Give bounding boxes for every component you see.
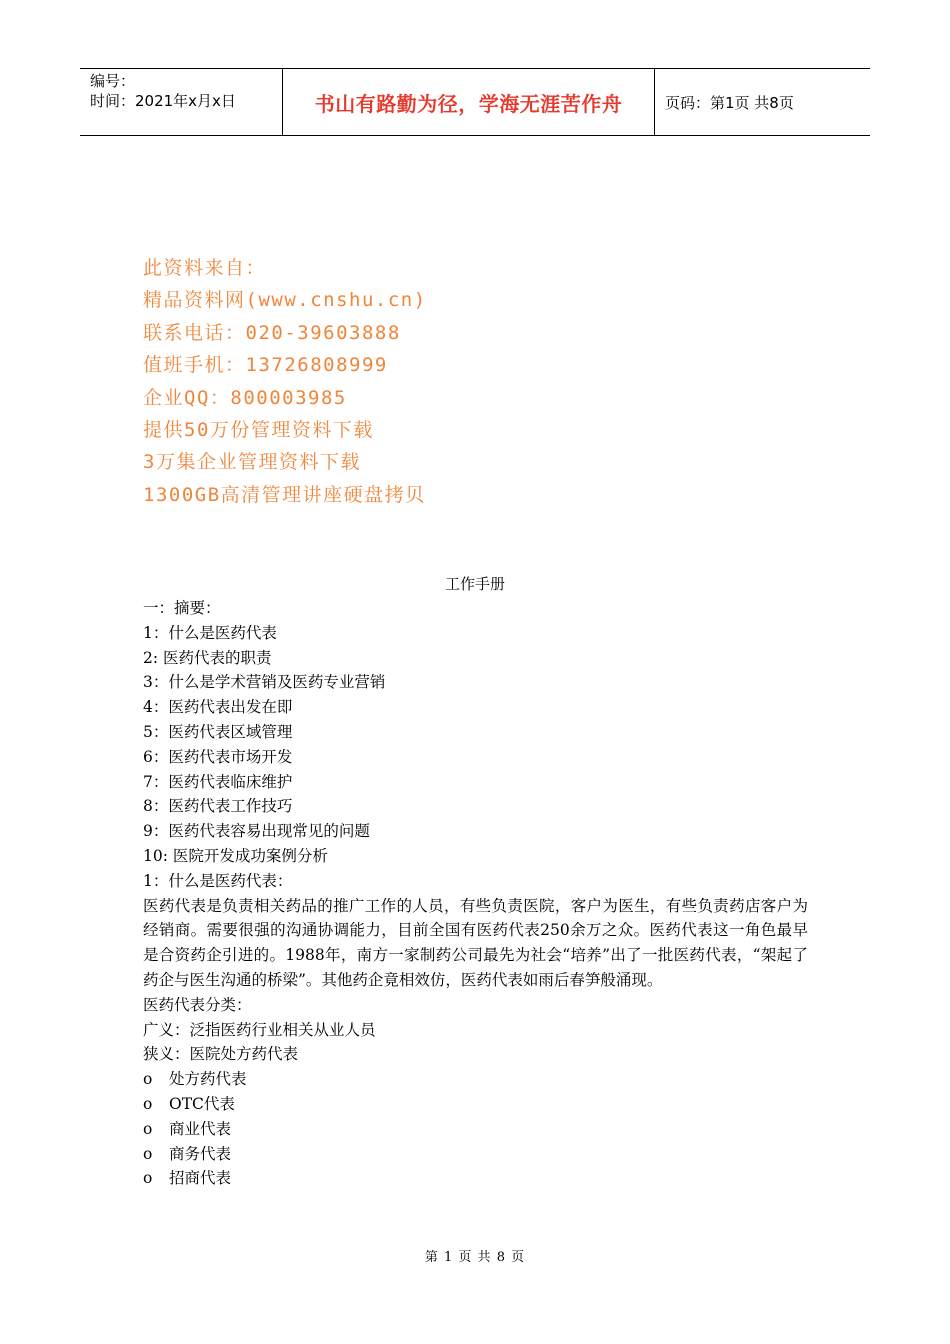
list-item xyxy=(143,1067,808,1092)
time-label: 时间：2021年x月x日 xyxy=(90,92,236,110)
ad-line: 联系电话：020-39603888 xyxy=(143,321,401,344)
toc-heading: 一：摘要： xyxy=(143,599,221,617)
list-item xyxy=(143,1166,808,1191)
document-body xyxy=(143,596,808,1191)
list-item xyxy=(143,1142,808,1167)
ad-line: 此资料来自： xyxy=(143,257,267,279)
classification-heading: 医药代表分类： xyxy=(143,995,252,1014)
bullet-mark: o xyxy=(143,1094,153,1113)
bullet-text: 商业代表 xyxy=(169,1119,232,1138)
motto: 书山有路勤为径，学海无涯苦作舟 xyxy=(314,91,623,116)
bullet-mark: o xyxy=(143,1144,153,1163)
toc-item: 10: 医院开发成功案例分析 xyxy=(143,846,328,865)
toc-item: 3：什么是学术营销及医药专业营销 xyxy=(143,673,386,692)
ad-line: 1300GB高清管理讲座硬盘拷贝 xyxy=(143,483,426,506)
page-label: 页码：第1页 共8页 xyxy=(665,93,794,112)
section-paragraph: 医药代表是负责相关药品的推广工作的人员，有些负责医院，客户为医生，有些负责药店客户为经销商。需要很强的沟通协调能力，目前全国有医药代表250余万之众。医药代表这一角色最早是合资药企引进的。1988年，南方一家制药公司最先为社会“培养”出了一批医药代表，“架起了药企与医生沟通的桥梁”。其他药企竟相效仿，医药代表如雨后春笋般涌现。 xyxy=(143,896,808,989)
section-heading: 1：什么是医药代表： xyxy=(143,871,293,890)
document-title: 工作手册 xyxy=(444,575,505,593)
bullet-mark: o xyxy=(143,1070,153,1089)
toc-item: 1：什么是医药代表 xyxy=(143,623,277,642)
toc-item: 5：医药代表区域管理 xyxy=(143,722,293,741)
ad-line: 值班手机：13726808999 xyxy=(143,354,388,377)
list-item xyxy=(143,1092,808,1117)
bullet-mark: o xyxy=(143,1169,153,1188)
ad-line: 提供50万份管理资料下载 xyxy=(143,419,374,442)
list-item xyxy=(143,1117,808,1142)
narrow-definition: 狭义：医院处方药代表 xyxy=(143,1045,299,1064)
bullet-text: OTC代表 xyxy=(169,1094,235,1113)
ad-line: 3万集企业管理资料下载 xyxy=(143,451,361,474)
ad-line: 企业QQ：800003985 xyxy=(143,386,347,409)
bullet-text: 商务代表 xyxy=(169,1144,232,1163)
toc-item: 9：医药代表容易出现常见的问题 xyxy=(143,822,370,841)
bullet-text: 处方药代表 xyxy=(169,1070,247,1089)
header-motto-cell xyxy=(282,69,655,135)
ad-line: 精品资料网(www.cnshu.cn) xyxy=(143,289,427,312)
header-table xyxy=(80,68,870,136)
source-ad-block xyxy=(143,252,427,511)
toc-item: 6：医药代表市场开发 xyxy=(143,747,293,766)
toc-item: 8：医药代表工作技巧 xyxy=(143,797,293,816)
bullet-text: 招商代表 xyxy=(169,1169,232,1188)
number-label: 编号： xyxy=(90,72,136,90)
header-meta xyxy=(80,69,282,135)
toc-item: 4：医药代表出发在即 xyxy=(143,698,293,717)
bullet-mark: o xyxy=(143,1119,153,1138)
broad-definition: 广义：泛指医药行业相关从业人员 xyxy=(143,1020,376,1039)
page-footer: 第 1 页 共 8 页 xyxy=(424,1250,526,1265)
toc-item: 7：医药代表临床维护 xyxy=(143,772,293,791)
toc-item: 2: 医药代表的职责 xyxy=(143,648,272,667)
